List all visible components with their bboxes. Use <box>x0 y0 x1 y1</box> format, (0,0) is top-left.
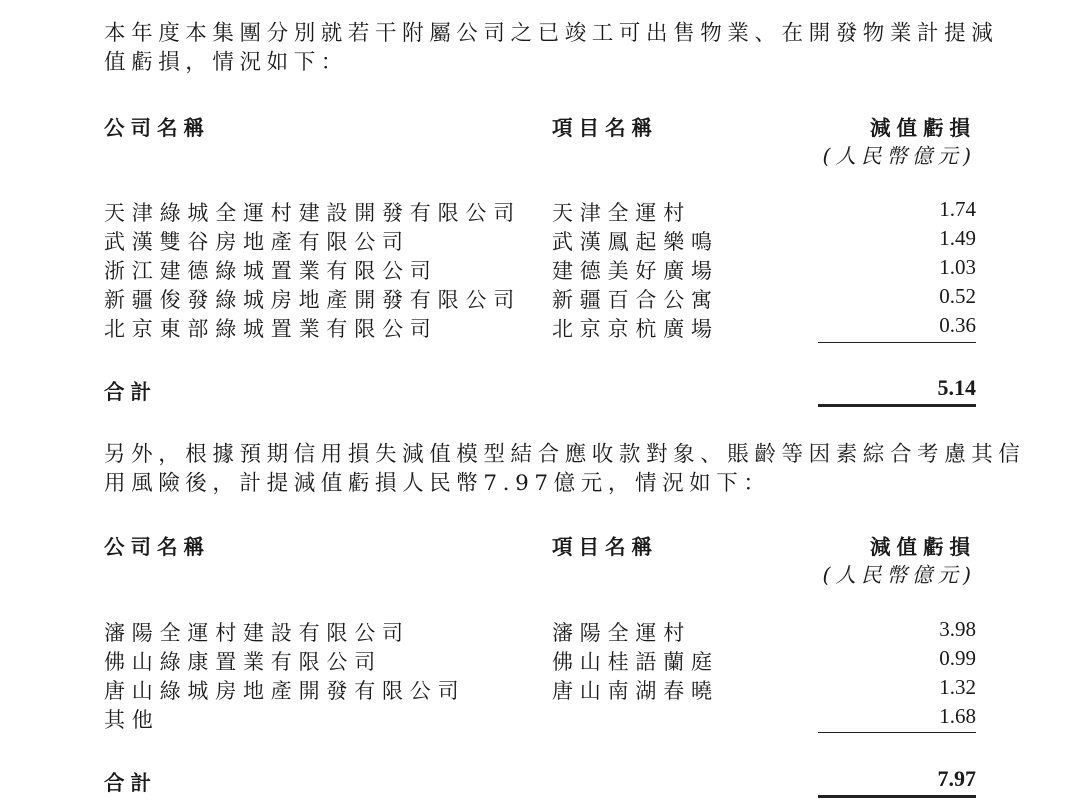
project-name: 新疆百合公寓 <box>552 288 719 312</box>
company-name: 武漢雙谷房地產有限公司 <box>104 230 410 254</box>
project-name: 天津全運村 <box>552 201 691 225</box>
project-name: 建德美好廣場 <box>552 259 719 283</box>
project-name: 佛山桂語蘭庭 <box>552 650 719 674</box>
impairment-amount: 3.98 <box>939 617 976 641</box>
table-row <box>104 197 976 226</box>
table-row <box>104 313 976 342</box>
company-name: 唐山綠城房地產開發有限公司 <box>104 679 466 703</box>
total-amount: 7.97 <box>937 766 976 791</box>
section1-header-project: 項目名稱 <box>552 116 658 140</box>
company-name: 北京東部綠城置業有限公司 <box>104 317 438 341</box>
section2-intro <box>104 440 1026 498</box>
total-double-rule <box>818 795 976 798</box>
table-row <box>104 646 976 675</box>
impairment-amount: 1.68 <box>939 704 976 728</box>
total-label: 合計 <box>104 380 157 404</box>
section1-intro-line: 本年度本集團分別就若干附屬公司之已竣工可出售物業、在開發物業計提減 <box>104 21 999 46</box>
section2-total-row <box>104 766 976 796</box>
company-name: 佛山綠康置業有限公司 <box>104 650 382 674</box>
section2-header-company: 公司名稱 <box>104 535 210 559</box>
table-row <box>104 675 976 704</box>
section1-header-company: 公司名稱 <box>104 116 210 140</box>
impairment-amount: 1.03 <box>939 255 976 279</box>
company-name: 浙江建德綠城置業有限公司 <box>104 259 438 283</box>
total-double-rule <box>818 404 976 407</box>
section1-intro <box>104 19 999 77</box>
table-row <box>104 226 976 255</box>
company-name: 天津綠城全運村建設開發有限公司 <box>104 201 521 225</box>
project-name: 武漢鳳起樂鳴 <box>552 230 719 254</box>
total-amount: 5.14 <box>937 375 976 400</box>
subtotal-rule <box>818 732 976 733</box>
table-row <box>104 255 976 284</box>
section1-header-amount: 減值虧損 <box>870 116 976 140</box>
section2-intro-line: 用風險後，計提減值虧損人民幣7.97億元，情況如下： <box>104 471 771 496</box>
company-name: 新疆俊發綠城房地產開發有限公司 <box>104 288 521 312</box>
section1-total-row <box>104 375 976 405</box>
total-label: 合計 <box>104 771 157 795</box>
project-name: 北京京杭廣場 <box>552 317 719 341</box>
impairment-amount: 1.49 <box>939 226 976 250</box>
section2-header-amount: 減值虧損 <box>870 535 976 559</box>
section2-intro-line: 另外，根據預期信用損失減值模型結合應收款對象、賬齡等因素綜合考慮其信 <box>104 442 1026 467</box>
company-name: 瀋陽全運村建設有限公司 <box>104 621 410 645</box>
project-name: 唐山南湖春曉 <box>552 679 719 703</box>
impairment-amount: 1.74 <box>939 197 976 221</box>
subtotal-rule <box>818 342 976 343</box>
section2-header-unit: (人民幣億元) <box>822 563 976 587</box>
company-name: 其他 <box>104 708 160 732</box>
impairment-amount: 0.99 <box>939 646 976 670</box>
impairment-amount: 0.36 <box>939 313 976 337</box>
table-row <box>104 704 976 733</box>
impairment-amount: 1.32 <box>939 675 976 699</box>
section1-header-unit: (人民幣億元) <box>822 144 976 168</box>
table-row <box>104 617 976 646</box>
section1-intro-line: 值虧損，情況如下： <box>104 50 348 75</box>
section2-header-project: 項目名稱 <box>552 535 658 559</box>
table-row <box>104 284 976 313</box>
impairment-amount: 0.52 <box>939 284 976 308</box>
project-name: 瀋陽全運村 <box>552 621 691 645</box>
